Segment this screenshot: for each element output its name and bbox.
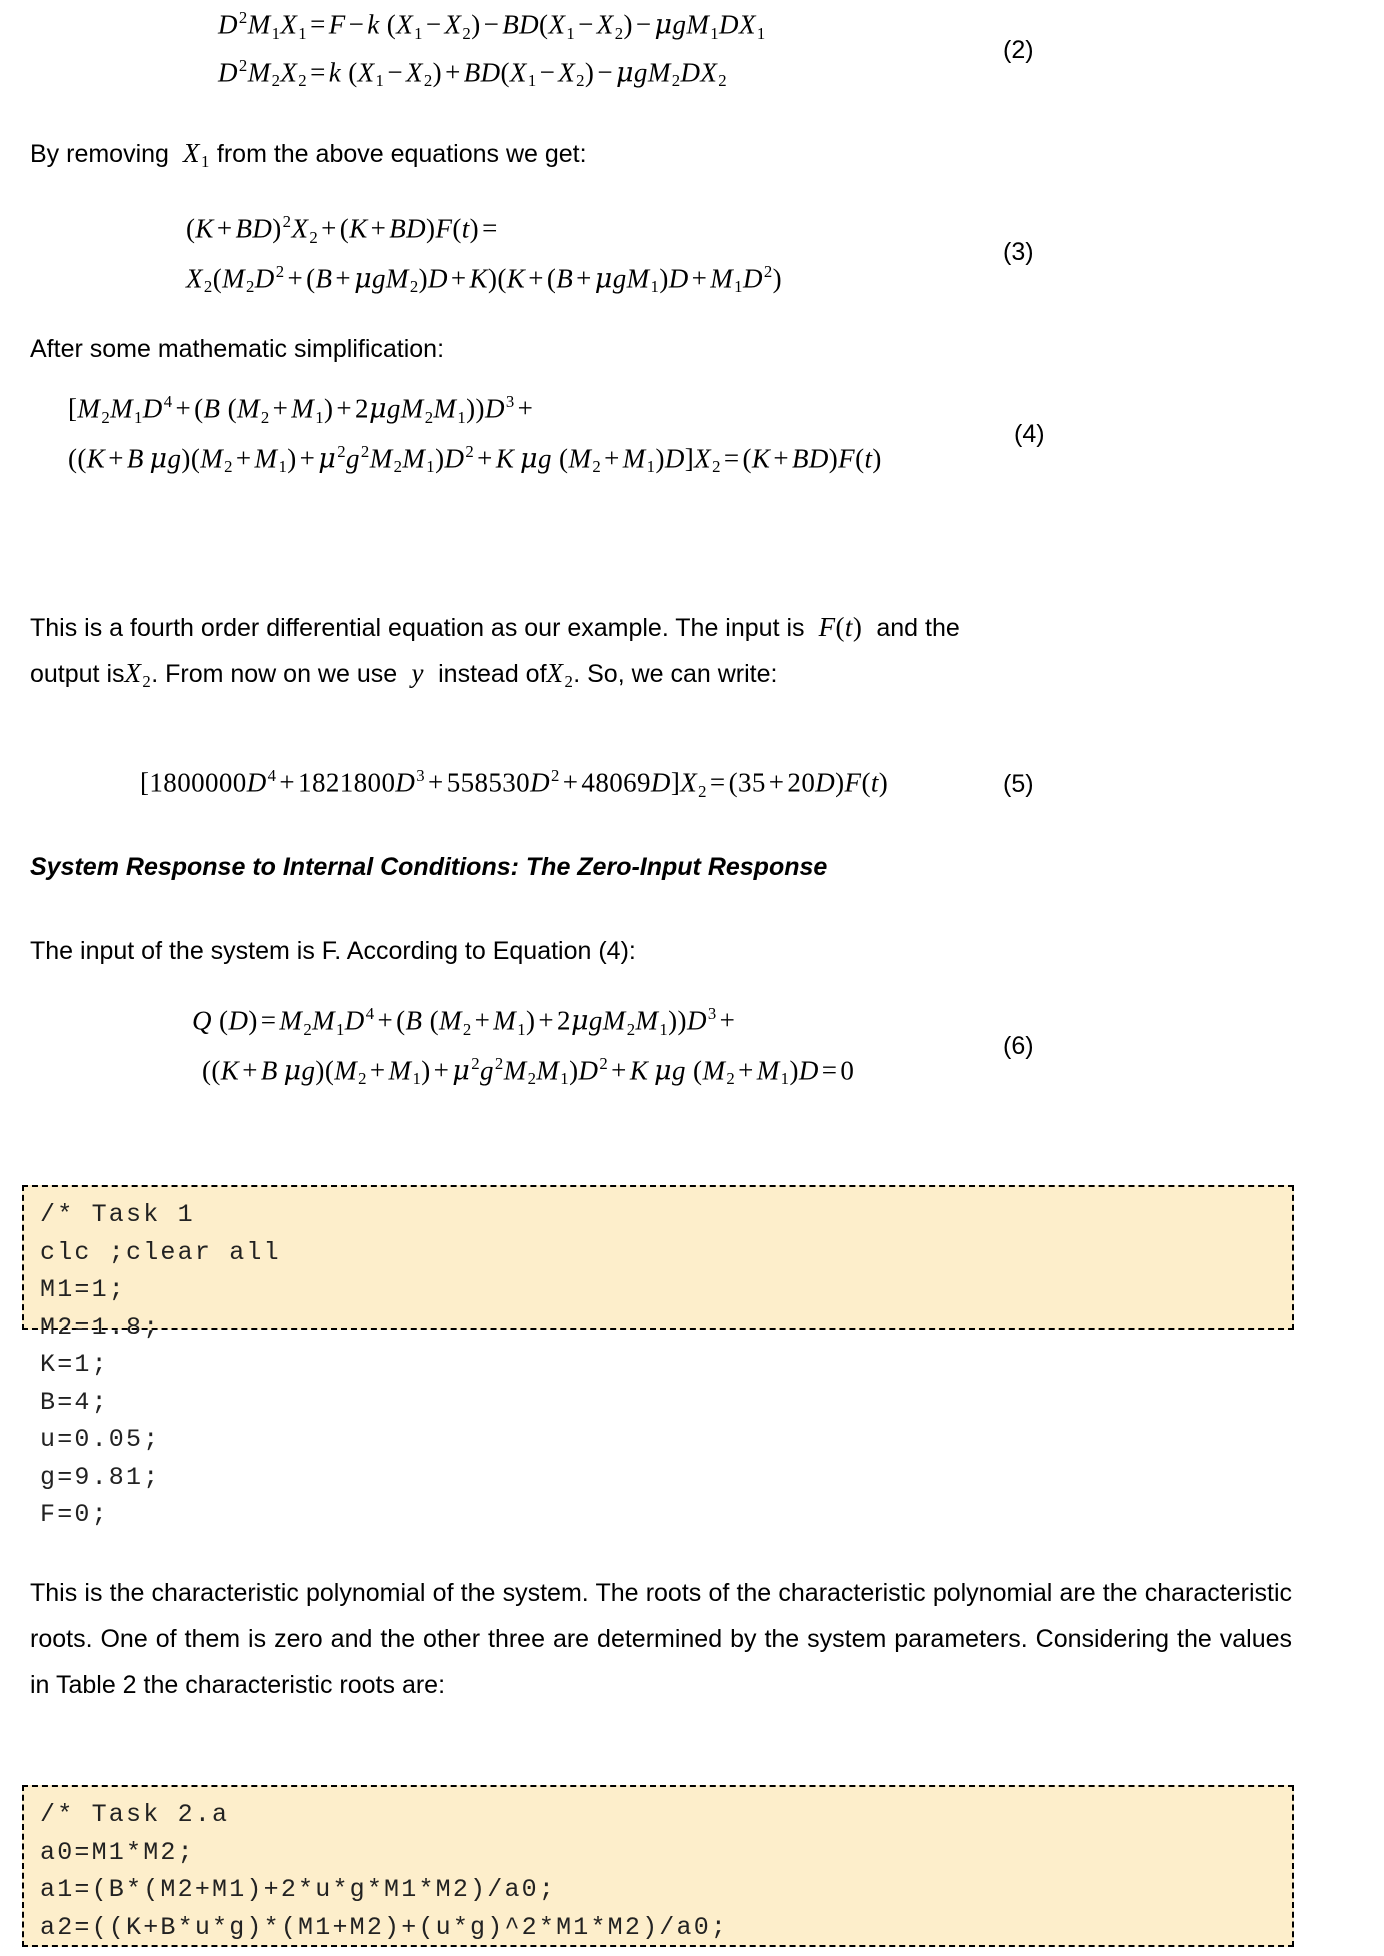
paragraph-output-d: . So, we can write: <box>573 660 778 688</box>
paragraph-fourth-order-part2: and the <box>876 614 960 642</box>
equation-2-number: (2) <box>1003 36 1034 64</box>
equation-6 <box>192 1004 854 1089</box>
code-line: /* Task 2.a <box>40 1800 230 1829</box>
equation-5-line-1: $[1800000D^4 + 1821800D^3 + 558530D^2 + 48069D]X_2 = (35 + 20D)F(t)$ <box>140 766 889 801</box>
paragraph-removing-x1-pre: By removing <box>30 140 169 168</box>
equation-4 <box>68 392 882 477</box>
inline-math-x2-b: $X_2$ <box>546 658 574 692</box>
code-line: clc ;clear all <box>40 1237 281 1267</box>
paragraph-removing-x1 <box>30 130 1080 185</box>
equation-2-line-1: $D^2M_1X_1 = F - k$ $(X_1 - X_2) - BD(X_1 - X_2) - \mu gM_1DX_1$ <box>218 8 766 43</box>
equation-4-number: (4) <box>1014 420 1045 448</box>
code-line: a1=(B*(M2+M1)+2*u*g*M1*M2)/a0; <box>40 1875 557 1904</box>
code-line: g=9.81; <box>40 1462 161 1492</box>
equation-4-line-2: ((K + B $\mu g)(M_2 + M_1) + \mu^2g^2M_2M_1)D^2 + K$ μg $(M_2 + M_1)D]X_2 = (K + BD)F(t)$ <box>68 441 882 477</box>
paragraph-output-a: output is <box>30 660 125 688</box>
equation-3 <box>186 212 782 297</box>
equation-6-line-2: ((K + B $\mu g)(M_2 + M_1) + \mu^2g^2M_2M_1)D^2 + K$ μg $(M_2 + M_1)D = 0$ <box>202 1053 855 1089</box>
equation-3-line-1: $(K + BD)^2X_2 + (K + BD)F(t)$ = <box>186 212 498 247</box>
paragraph-output-b: . From now on we use <box>151 660 398 688</box>
equation-6-line-1: Q $(D) = M_2M_1D^4 + (B$ $(M_2 + M_1) + 2\mu gM_2M_1))D^3$ + <box>192 1004 736 1039</box>
code-line: F=0; <box>40 1500 109 1529</box>
code-line: a0=M1*M2; <box>40 1837 195 1867</box>
code-line: B=4; <box>40 1387 109 1417</box>
equation-5-number: (5) <box>1003 770 1034 798</box>
code-block-task-2a[interactable] <box>22 1785 1294 1947</box>
equation-6-number: (6) <box>1003 1032 1034 1060</box>
section-heading-zero-input-response: System Response to Internal Conditions: The Zero-Input Response <box>30 853 828 881</box>
paragraph-after-simplification: After some mathematic simplification: <box>30 335 445 363</box>
inline-math-x2-a: $X_2$ <box>124 658 152 692</box>
inline-math-x1: $X_1$ <box>175 138 210 172</box>
paragraph-output-line <box>30 650 1080 705</box>
equation-2 <box>218 8 766 91</box>
code-line: /* Task 1 <box>40 1200 195 1229</box>
paragraph-input-of-system: The input of the system is F. According to Equation (4): <box>30 937 636 965</box>
inline-math-y: y <box>397 658 439 688</box>
code-line: K=1; <box>40 1350 109 1379</box>
code-block-task-1[interactable] <box>22 1185 1294 1529</box>
equation-5 <box>140 766 888 802</box>
code-line: M2=1.8; <box>40 1312 161 1342</box>
equation-3-line-2: $X_2(M_2D^2 + (B + \mu gM_2)D + K)(K + (B + \mu gM_1)D + M_1D^2)$ <box>186 261 783 297</box>
equation-3-number: (3) <box>1003 238 1034 266</box>
paragraph-characteristic-polynomial: This is the characteristic polynomial of the system. The roots of the characteristic polynomial are the characteristic roots. One of them is zero and the other three are determined by the system parameters. Considering the values in Table 2 the characteristic roots are: <box>30 1579 1292 1699</box>
code-line: a2=((K+B*u*g)*(M1+M2)+(u*g)^2*M1*M2)/a0; <box>40 1912 729 1942</box>
paragraph-fourth-order <box>30 604 1080 651</box>
paragraph-output-c: instead of <box>438 660 547 688</box>
paragraph-fourth-order-part1: This is a fourth order differential equation as our example. The input is <box>30 614 805 642</box>
code-line: M1=1; <box>40 1275 127 1304</box>
paragraph-removing-x1-post: from the above equations we get: <box>216 140 587 168</box>
equation-2-line-2: $D^2M_2X_2 = k$ $(X_1 - X_2) + BD(X_1 - X_2) - \mu gM_2DX_2$ <box>218 55 728 91</box>
code-line: u=0.05; <box>40 1425 161 1454</box>
equation-4-line-1: [$M_2M_1D^4 + (B$ $(M_2 + M_1) + 2\mu gM_2M_1))D^3$ + <box>68 392 534 427</box>
inline-math-ft: F(t) <box>811 612 863 642</box>
